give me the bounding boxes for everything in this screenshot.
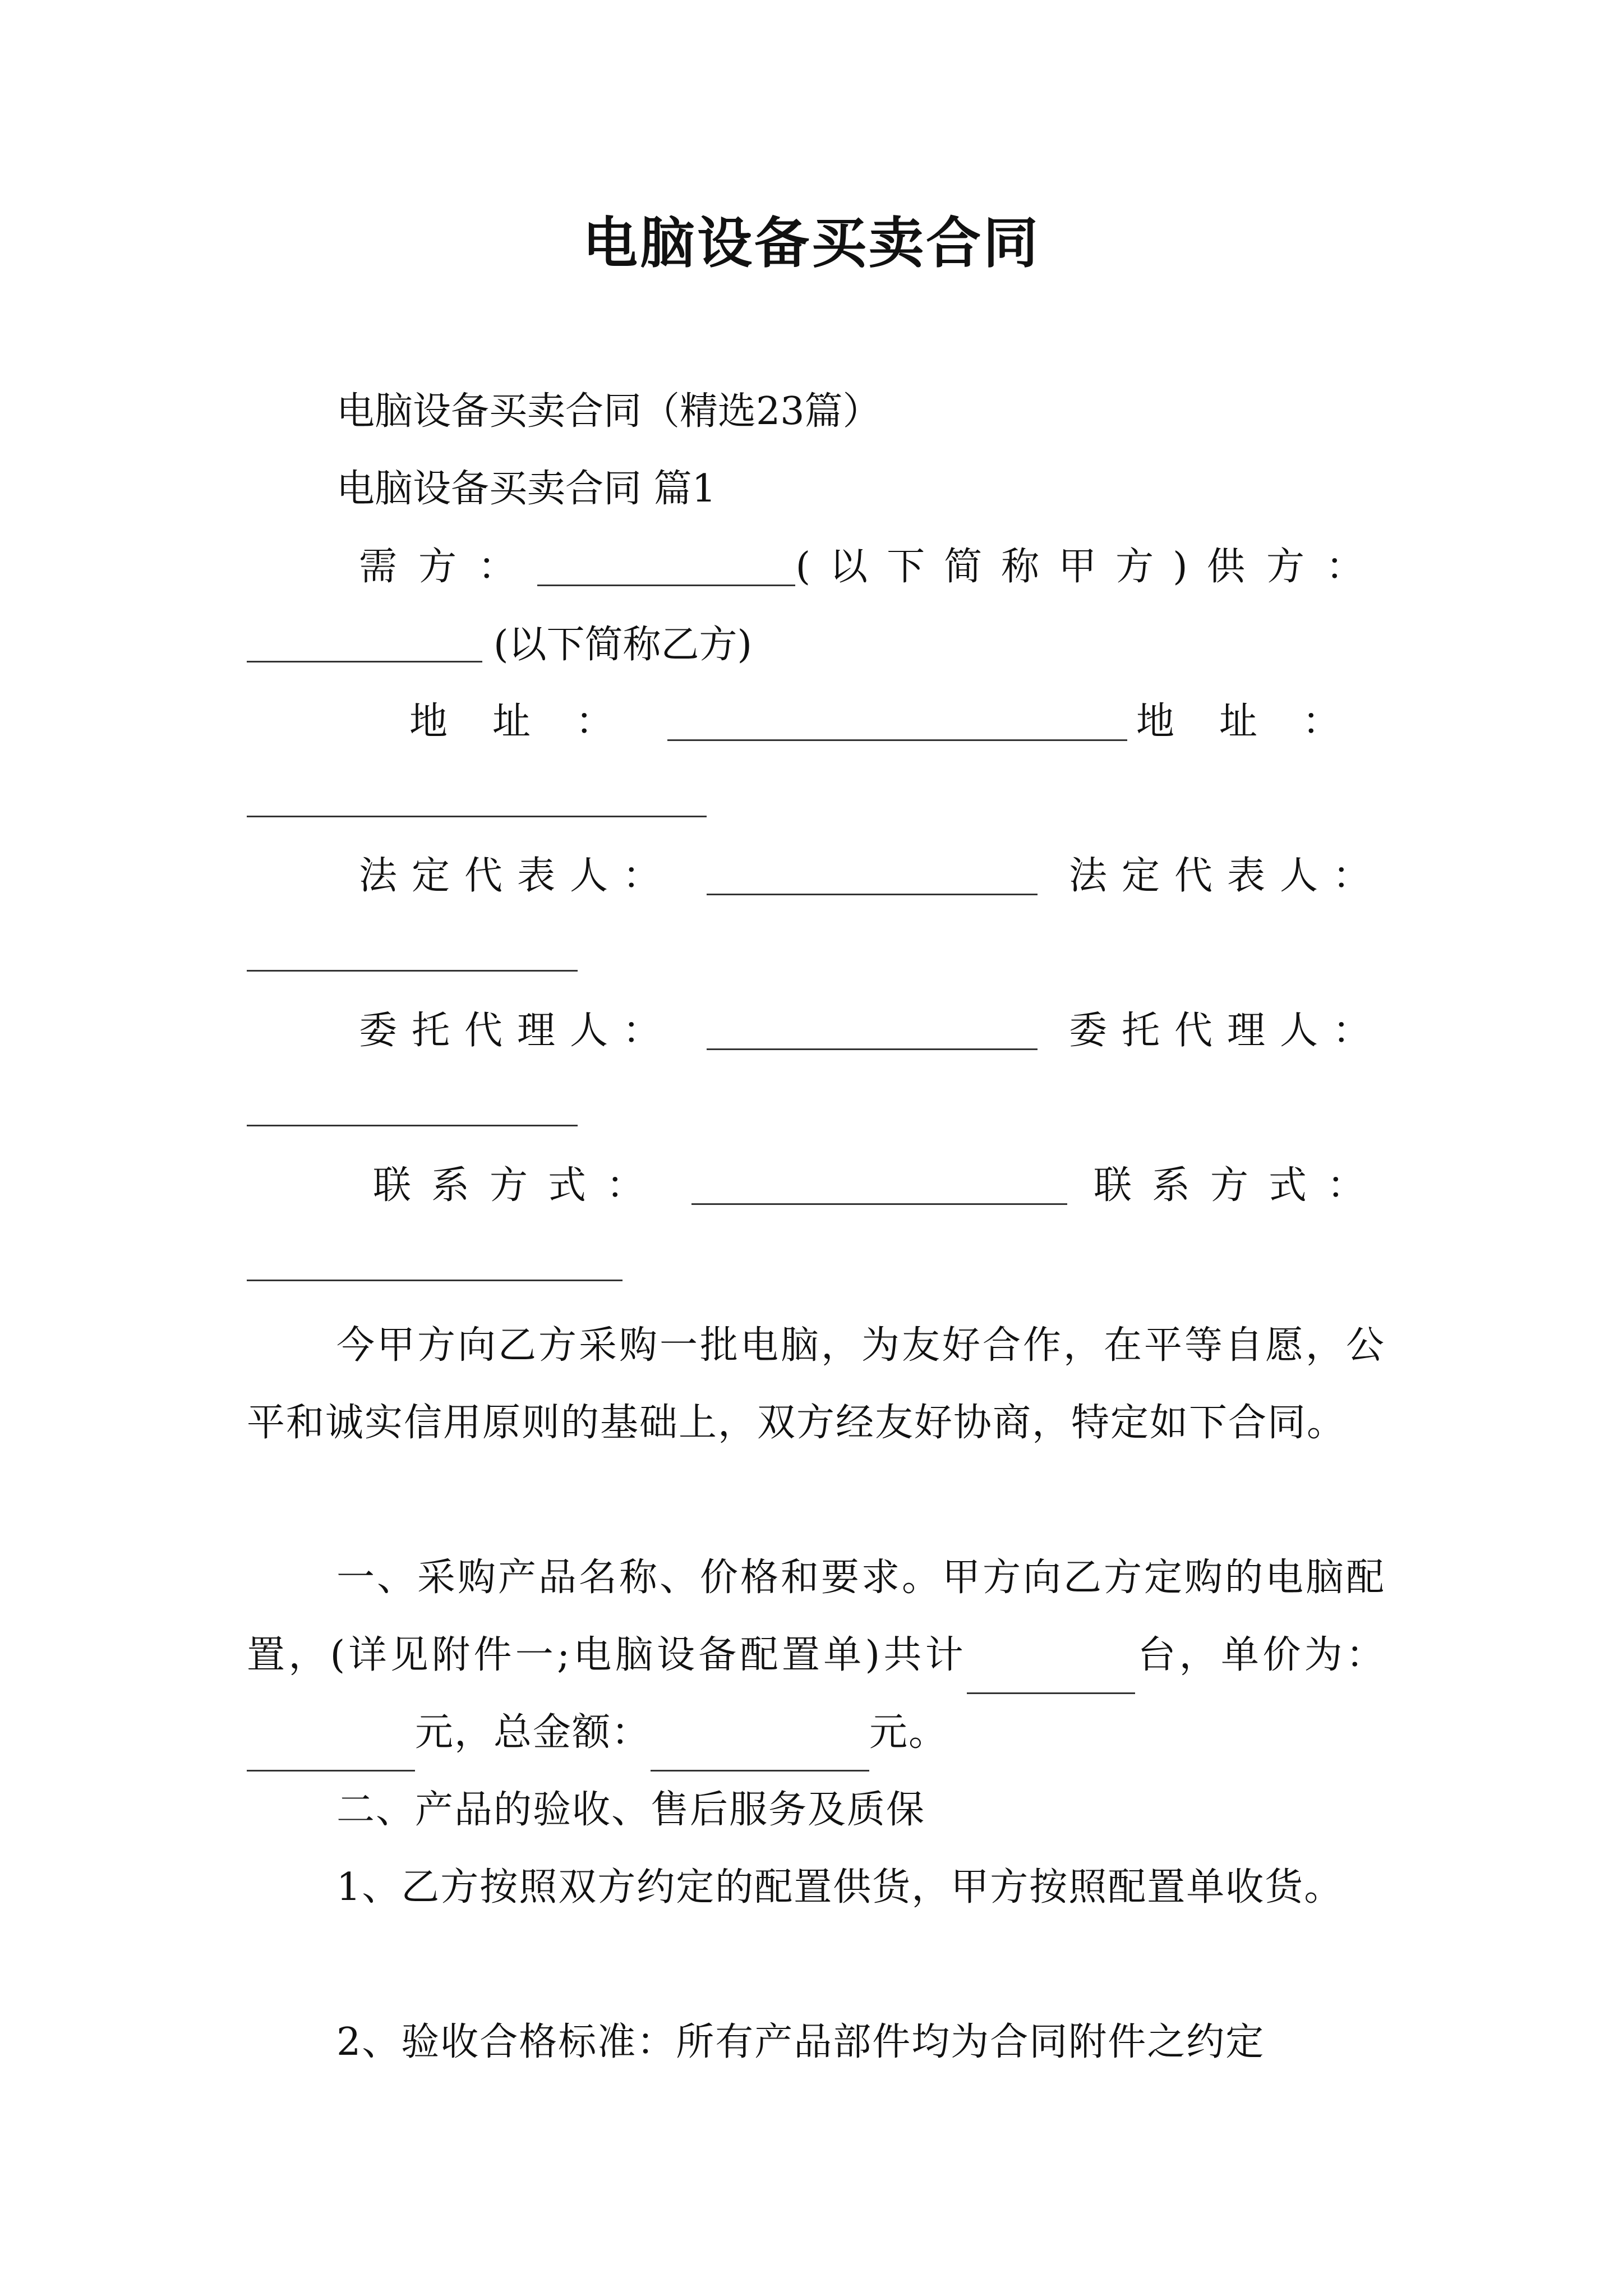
products-text-b: 台， <box>1135 1633 1221 1677</box>
seller-agent-blank[interactable] <box>247 1125 578 1126</box>
buyer-suffix: (以下简称甲方) <box>795 545 1207 589</box>
paragraph-item-2: 2、验收合格标准：所有产品部件均为合同附件之约定 <box>336 2020 1265 2064</box>
seller-label: 供方： <box>1206 545 1385 589</box>
buyer-label: 需方： <box>359 545 538 589</box>
buyer-legal-rep-label: 法定代表人： <box>359 854 676 898</box>
buyer-contact-label: 联系方式： <box>373 1163 665 1208</box>
section-heading: 电脑设备买卖合同 篇1 <box>336 467 716 511</box>
seller-legal-rep-label: 法定代表人： <box>1068 854 1385 898</box>
products-text-d: 元，总金额： <box>415 1710 651 1755</box>
unit-price-blank[interactable] <box>247 1736 415 1772</box>
products-text-c: 单价为： <box>1221 1633 1385 1677</box>
seller-blank[interactable] <box>247 661 482 662</box>
buyer-address-label: 地址： <box>409 700 659 744</box>
seller-agent-label: 委托代理人： <box>1068 1009 1385 1053</box>
contact-row <box>373 1163 1385 1208</box>
seller-contact-label: 联系方式： <box>1093 1163 1385 1208</box>
buyer-legal-rep-blank[interactable] <box>707 857 1038 895</box>
products-text-a: 一、采购产品名称、价格和要求。甲方向乙方定购的电脑配置，(详见附件一;电脑设备配置单)共计 <box>247 1556 1385 1677</box>
buyer-blank[interactable] <box>537 547 795 586</box>
products-text-e: 元。 <box>869 1710 948 1755</box>
seller-address-blank[interactable] <box>247 816 707 817</box>
paragraph-products <box>247 1539 1385 1772</box>
paragraph-item-1: 1、乙方按照双方约定的配置供货，甲方按照配置单收货。 <box>336 1865 1344 1910</box>
buyer-agent-label: 委托代理人： <box>359 1009 676 1053</box>
seller-address-label: 地址： <box>1136 700 1385 744</box>
buyer-agent-blank[interactable] <box>707 1011 1038 1050</box>
buyer-address-blank[interactable] <box>667 702 1127 741</box>
paragraph-intro: 今甲方向乙方采购一批电脑，为友好合作，在平等自愿，公平和诚实信用原则的基础上，双方经友好协商，特定如下合同。 <box>247 1323 1385 1445</box>
seller-contact-blank[interactable] <box>247 1280 623 1281</box>
party-row <box>359 545 1385 589</box>
total-amount-blank[interactable] <box>651 1736 869 1772</box>
agent-row <box>359 1009 1385 1053</box>
seller-suffix: (以下简称乙方) <box>494 623 753 667</box>
document-title: 电脑设备买卖合同 <box>582 211 1040 275</box>
address-row <box>409 700 1385 744</box>
legal-rep-row <box>359 854 1385 898</box>
document-subtitle: 电脑设备买卖合同（精选23篇） <box>336 389 881 434</box>
buyer-contact-blank[interactable] <box>691 1166 1067 1205</box>
paragraph-acceptance-heading: 二、产品的验收、售后服务及质保 <box>336 1788 926 1832</box>
seller-legal-rep-blank[interactable] <box>247 970 578 972</box>
quantity-blank[interactable] <box>967 1659 1135 1694</box>
